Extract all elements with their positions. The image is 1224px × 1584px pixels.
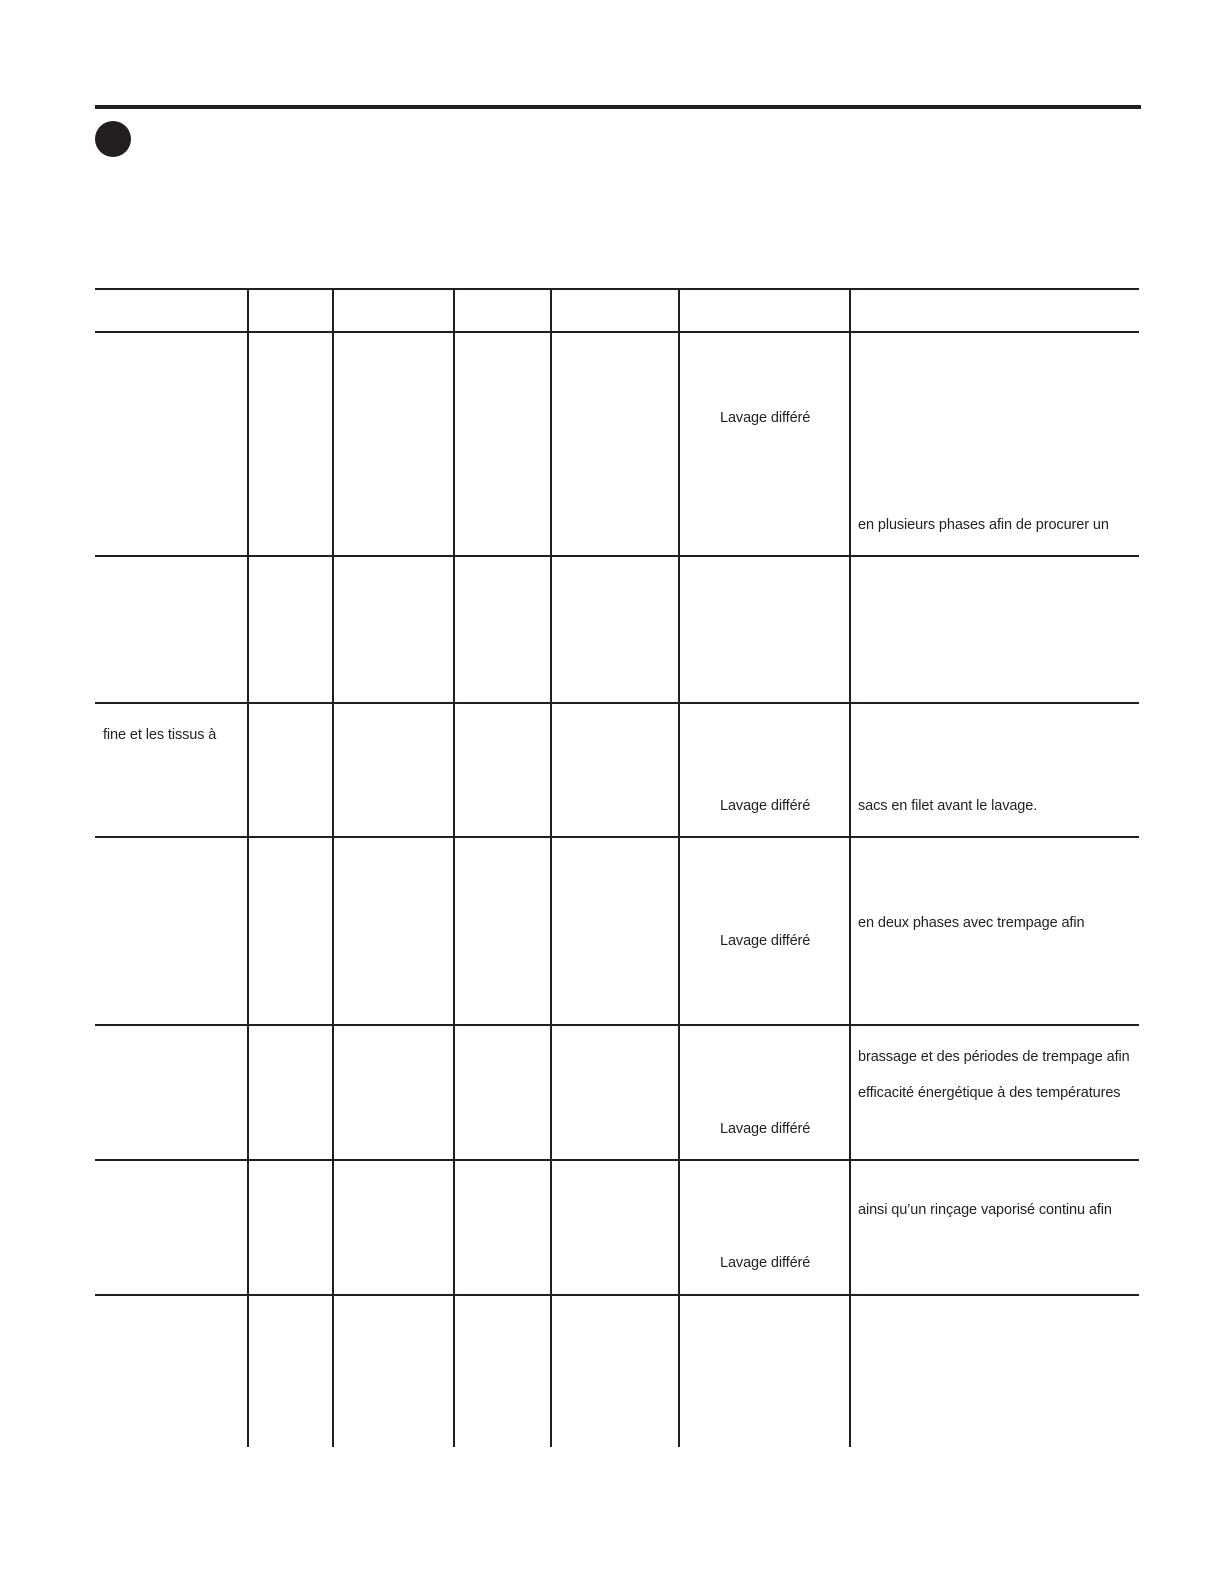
row6-options-text: Lavage différé [720, 1255, 811, 1271]
row-divider [95, 702, 1139, 704]
row1-options-text: Lavage différé [720, 410, 811, 426]
row-divider [95, 1294, 1139, 1296]
row6-description-text: ainsi qu’un rinçage vaporisé continu afin [858, 1202, 1112, 1218]
table-header-rule [95, 331, 1139, 333]
row4-description-text: en deux phases avec trempage afin [858, 915, 1085, 931]
row3-description-text: sacs en filet avant le lavage. [858, 798, 1038, 814]
column-divider [550, 288, 552, 1447]
row5-description-line2: efficacité énergétique à des températures [858, 1085, 1121, 1101]
column-divider [453, 288, 455, 1447]
row-divider [95, 555, 1139, 557]
row-divider [95, 1159, 1139, 1161]
row5-description-line1: brassage et des périodes de trempage afin [858, 1049, 1130, 1065]
top-rule [95, 105, 1141, 109]
row5-options-text: Lavage différé [720, 1121, 811, 1137]
column-divider [678, 288, 680, 1447]
column-divider [247, 288, 249, 1447]
row3-cycle-text: fine et les tissus à [103, 727, 217, 743]
row3-options-text: Lavage différé [720, 798, 811, 814]
table-top-rule [95, 288, 1139, 290]
section-bullet-icon [95, 121, 131, 157]
column-divider [332, 288, 334, 1447]
column-divider [849, 288, 851, 1447]
row-divider [95, 1024, 1139, 1026]
row4-options-text: Lavage différé [720, 933, 811, 949]
row1-description-text: en plusieurs phases afin de procurer un [858, 517, 1109, 533]
row-divider [95, 836, 1139, 838]
